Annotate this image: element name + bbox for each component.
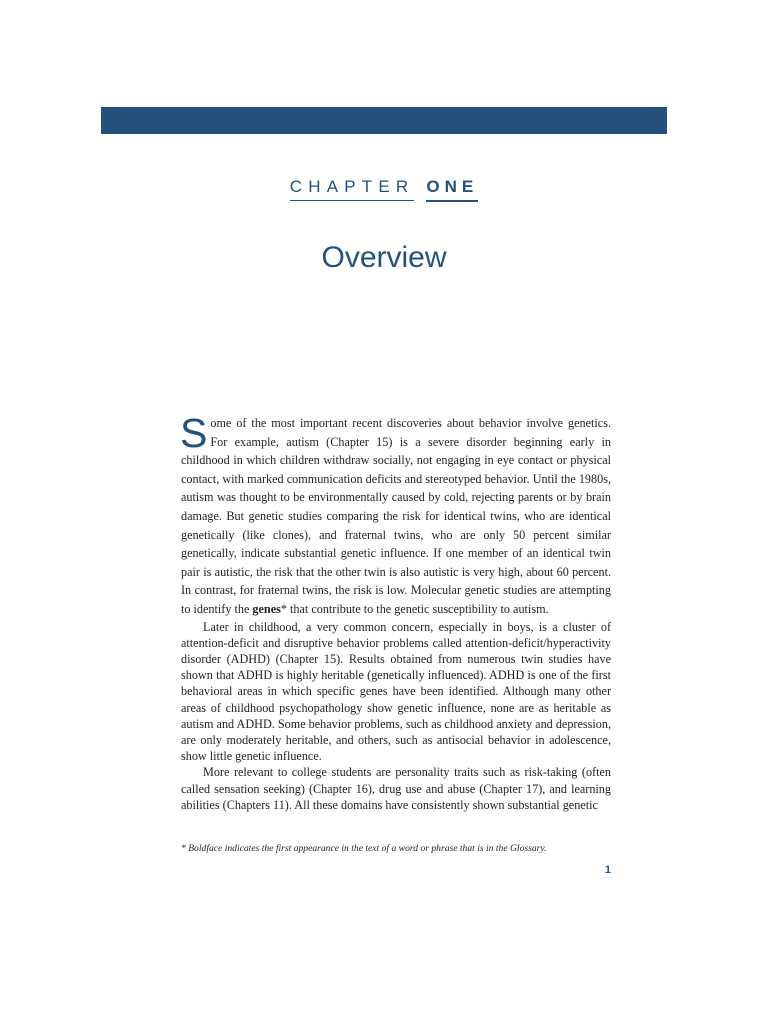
page-number: 1: [604, 864, 611, 876]
chapter-header-bar: [101, 107, 667, 134]
chapter-label: CHAPTER: [290, 176, 415, 201]
drop-cap: S: [180, 410, 208, 456]
glossary-term: genes: [252, 601, 281, 616]
footnote-marker: *: [280, 601, 287, 616]
paragraph-text: ome of the most important recent discoveries about behavior involve genetics. For example, autism (Chapter 15) is a severe disorder beginning early in childhood in which children withdraw socially, not engaging in eye contact or physical contact, with marked communication deficits and stereotyped behavior. Until the 1980s, autism was thought to be environmentally caused by cold, rejecting parents or by brain damage. But genetic studies comparing the risk for identical twins, who are identical genetically (like clones), and fraternal twins, who are only 50 percent similar genetically, indicate substantial genetic influence. If one member of an identical twin pair is autistic, the risk that the other twin is also autistic is very high, about 60 percent. In contrast, for fraternal twins, the risk is low. Molecular genetic studies are attempting to identify the: [181, 416, 611, 616]
chapter-heading: [0, 176, 768, 202]
paragraph-text: that contribute to the genetic susceptibility to autism.: [286, 601, 549, 616]
paragraph: Later in childhood, a very common concern, especially in boys, is a cluster of attention-deficit and disruptive behavior problems called attention-deficit/hyperactivity disorder (ADHD) (Chapter 15). Results obtained from numerous twin studies have shown that ADHD is highly heritable (genetically influenced). ADHD is one of the first behavioral areas in which specific genes have been identified. Although many other areas of childhood psychopathology show genetic influence, none are as heritable as autism and ADHD. Some behavior problems, such as childhood anxiety and depression, are only moderately heritable, and others, such as antisocial behavior in adolescence, show little genetic influence.: [181, 619, 611, 764]
footnote: * Boldface indicates the first appearance in the text of a word or phrase that is in the Glossary.: [181, 843, 547, 854]
paragraph: [180, 410, 611, 619]
paragraph: More relevant to college students are personality traits such as risk-taking (often called sensation seeking) (Chapter 16), drug use and abuse (Chapter 17), and learning abilities (Chapters 11). All these domains have consistently shown substantial genetic: [181, 765, 611, 812]
page-title: Overview: [321, 241, 447, 274]
chapter-number: ONE: [426, 176, 478, 202]
body-text: [180, 410, 611, 813]
